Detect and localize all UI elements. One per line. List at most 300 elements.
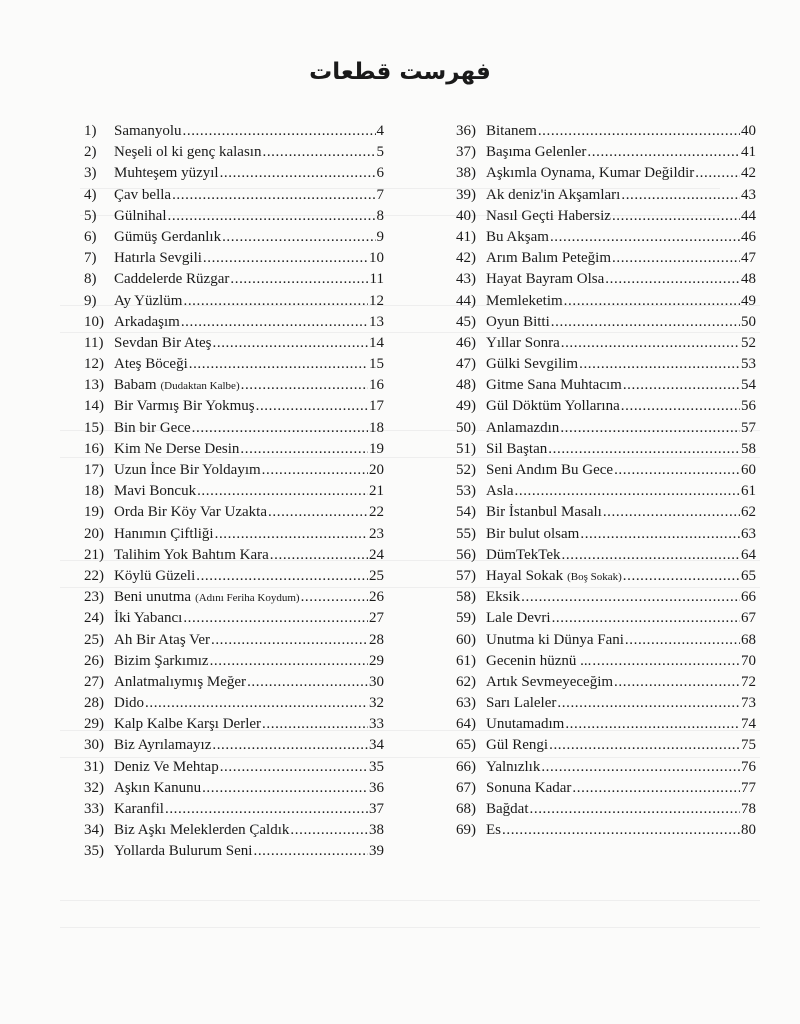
toc-entry-title: Sonuna Kadar: [486, 779, 572, 796]
toc-entry-number: 34): [84, 822, 104, 839]
toc-entry-page: 20: [369, 462, 384, 478]
toc-entry-title: Beni unutma: [114, 589, 192, 606]
dot-leader: [614, 672, 740, 693]
toc-entry-page: 47: [741, 250, 756, 267]
toc-entry-title: Bağdat: [486, 801, 529, 817]
toc-entry-number: 30): [84, 737, 104, 754]
dot-leader: [210, 651, 368, 672]
toc-entry: [456, 630, 756, 651]
toc-entry: [456, 672, 756, 693]
toc-entry-title: Biz Ayrılamayız: [114, 737, 212, 754]
toc-entry-number: 60): [456, 631, 476, 648]
toc-entry-title: Arım Balım Peteğim: [486, 250, 611, 267]
toc-entry-number: 62): [456, 673, 476, 690]
toc-entry-page: 39: [369, 843, 384, 860]
toc-entry-page: 13: [369, 313, 384, 330]
toc-entry-title: Uzun İnce Bir Yoldayım: [114, 462, 261, 478]
toc-entry-page: 21: [369, 483, 384, 500]
dot-leader: [220, 757, 368, 778]
toc-entry-number: 45): [456, 313, 476, 330]
toc-entry-title: Sil Baştan: [486, 440, 548, 457]
toc-entry-page: 8: [376, 207, 384, 224]
toc-entry-page: 48: [741, 271, 756, 288]
toc-entry-title: Artık Sevmeyeceğim: [486, 673, 614, 690]
toc-entry: [84, 714, 384, 735]
toc-entry-number: 8): [84, 271, 97, 288]
toc-entry: [456, 820, 756, 841]
dot-leader: [521, 587, 740, 608]
toc-entry-number: 58): [456, 589, 476, 606]
toc-entry-number: 6): [84, 228, 97, 245]
toc-entry-number: 54): [456, 504, 476, 521]
toc-entry-title: Memleketim: [486, 292, 563, 309]
toc-entry-title: Seni Andım Bu Gece: [486, 462, 614, 478]
toc-entry-number: 64): [456, 716, 476, 733]
toc-entry-title: Asla: [486, 483, 514, 500]
toc-entry-title: Sarı Laleler: [486, 695, 557, 712]
toc-entry-title: Yollarda Bulurum Seni: [114, 843, 253, 860]
toc-entry-title: Lale Devri: [486, 610, 551, 627]
toc-entry-title: Başıma Gelenler: [486, 144, 587, 161]
toc-entry-number: 69): [456, 822, 476, 839]
toc-entry-number: 49): [456, 398, 476, 415]
toc-entry: [84, 121, 384, 142]
dot-leader: [268, 502, 368, 523]
toc-entry: [456, 545, 756, 566]
toc-left-column: [84, 121, 384, 863]
toc-entry: [456, 799, 756, 820]
dot-leader: [552, 608, 740, 629]
toc-entry-page: 53: [741, 356, 756, 373]
toc-entry: [84, 778, 384, 799]
toc-entry-title: Gül Rengi: [486, 737, 549, 754]
toc-entry-page: 78: [741, 801, 756, 817]
toc-entry-title: Talihim Yok Bahtım Kara: [114, 546, 269, 563]
toc-entry-number: 38): [456, 165, 476, 182]
toc-entry-number: 47): [456, 356, 476, 373]
toc-entry-page: 24: [369, 546, 384, 563]
toc-entry-number: 41): [456, 228, 476, 245]
dot-leader: [240, 439, 368, 460]
toc-entry-page: 12: [369, 292, 384, 309]
dot-leader: [625, 630, 740, 651]
toc-entry-title: Oyun Bitti: [486, 313, 550, 330]
toc-entry-title: Gülnihal: [114, 207, 167, 224]
dot-leader: [230, 269, 368, 290]
dot-leader: [612, 248, 740, 269]
toc-entry: [456, 587, 756, 608]
toc-entry-number: 24): [84, 610, 104, 627]
toc-entry-number: 57): [456, 567, 476, 584]
toc-entry-title: Aşkımla Oynama, Kumar Değildir: [486, 165, 695, 182]
toc-entry-number: 19): [84, 504, 104, 521]
toc-entry: [84, 820, 384, 841]
toc-entry-number: 3): [84, 165, 97, 182]
toc-entry-page: 6: [376, 165, 384, 182]
toc-entry-page: 19: [369, 440, 384, 457]
toc-entry-title: Kim Ne Derse Desin: [114, 440, 240, 457]
dot-leader: [212, 735, 368, 756]
toc-entry-page: 75: [741, 737, 756, 754]
toc-entry-title: Gülki Sevgilim: [486, 356, 579, 373]
toc-entry-title: Neşeli ol ki genç kalasın: [114, 144, 262, 161]
toc-entry-title: Anlamazdın: [486, 419, 560, 436]
toc-entry-title: Ak deniz'in Akşamları: [486, 186, 621, 203]
toc-entry-title: Muhteşem yüzyıl: [114, 165, 219, 182]
toc-entry-page: 52: [741, 334, 756, 351]
toc-entry-number: 15): [84, 419, 104, 436]
dot-leader: [253, 841, 368, 862]
toc-entry: [456, 693, 756, 714]
toc-entry: [456, 206, 756, 227]
toc-entry-page: 32: [369, 695, 384, 712]
dot-leader: [623, 566, 740, 587]
toc-entry: [84, 651, 384, 672]
toc-entry-title: Samanyolu: [114, 123, 182, 139]
toc-entry: [84, 481, 384, 502]
toc-entry: [84, 735, 384, 756]
toc-entry-number: 27): [84, 673, 104, 690]
dot-leader: [145, 693, 368, 714]
dot-leader: [695, 163, 740, 184]
toc-entry: [456, 291, 756, 312]
toc-entry-page: 26: [369, 589, 384, 606]
toc-entry-page: 56: [741, 398, 756, 415]
toc-entry: [456, 481, 756, 502]
toc-entry-page: 62: [741, 504, 756, 521]
toc-entry-number: 61): [456, 652, 476, 669]
dot-leader: [561, 333, 740, 354]
toc-entry: [456, 396, 756, 417]
dot-leader: [197, 481, 368, 502]
toc-entry-page: 18: [369, 419, 384, 436]
dot-leader: [562, 545, 740, 566]
toc-entry: [84, 524, 384, 545]
toc-entry: [84, 587, 384, 608]
dot-leader: [592, 651, 740, 672]
toc-entry-number: 55): [456, 525, 476, 542]
toc-entry-page: 16: [369, 377, 384, 394]
toc-entry-number: 42): [456, 250, 476, 267]
toc-entry-number: 33): [84, 801, 104, 817]
toc-entry-title: Kalp Kalbe Karşı Derler: [114, 716, 262, 733]
toc-entry-page: 25: [369, 567, 384, 584]
dot-leader: [565, 714, 740, 735]
toc-entry: [84, 439, 384, 460]
toc-entry-page: 42: [741, 165, 756, 182]
toc-entry-number: 43): [456, 271, 476, 288]
toc-entry-page: 54: [741, 377, 756, 394]
toc-entry-number: 68): [456, 801, 476, 817]
toc-entry-title: Es: [486, 822, 501, 839]
toc-entry: [84, 418, 384, 439]
dot-leader: [603, 502, 740, 523]
dot-leader: [247, 672, 368, 693]
dot-leader: [541, 757, 740, 778]
toc-entry-title: Deniz Ve Mehtap: [114, 758, 219, 775]
toc-entry-page: 23: [369, 525, 384, 542]
toc-entry-note: (Boş Sokak): [567, 570, 622, 583]
toc-entry-number: 23): [84, 589, 104, 606]
toc-entry-title: Gitme Sana Muhtacım: [486, 377, 622, 394]
dot-leader: [549, 735, 740, 756]
toc-entry: [456, 778, 756, 799]
toc-entry-title: Babam: [114, 377, 157, 394]
toc-entry: [456, 651, 756, 672]
toc-entry-title: İki Yabancı: [114, 610, 183, 627]
dot-leader: [530, 799, 741, 820]
toc-entry-title: Ah Bir Ataş Ver: [114, 631, 210, 648]
toc-entry-title: Yalnızlık: [486, 758, 541, 775]
toc-entry-title: Bir bulut olsam: [486, 525, 580, 542]
toc-entry-number: 20): [84, 525, 104, 542]
toc-entry-title: Arkadaşım: [114, 313, 180, 330]
dot-leader: [202, 778, 368, 799]
dot-leader: [189, 354, 368, 375]
toc-entry-page: 11: [369, 271, 384, 288]
dot-leader: [172, 185, 375, 206]
dot-leader: [621, 185, 740, 206]
dot-leader: [181, 312, 368, 333]
dot-leader: [623, 375, 740, 396]
toc-entry-number: 17): [84, 462, 104, 478]
toc-entry-number: 39): [456, 186, 476, 203]
dot-leader: [213, 333, 369, 354]
toc-entry: [84, 396, 384, 417]
toc-entry-note: (Dudaktan Kalbe): [160, 380, 240, 393]
dot-leader: [215, 524, 368, 545]
dot-leader: [621, 396, 740, 417]
toc-entry: [84, 206, 384, 227]
toc-entry-title: Hayal Sokak: [486, 567, 564, 584]
toc-entry-page: 4: [376, 123, 384, 139]
toc-entry-page: 70: [741, 652, 756, 669]
toc-entry-title: Aşkın Kanunu: [114, 779, 202, 796]
toc-entry-number: 21): [84, 546, 104, 563]
toc-entry: [84, 354, 384, 375]
toc-entry-page: 63: [741, 525, 756, 542]
dot-leader: [502, 820, 740, 841]
dot-leader: [211, 630, 368, 651]
toc-entry-page: 67: [741, 610, 756, 627]
toc-entry-title: Caddelerde Rüzgar: [114, 271, 230, 288]
toc-entry-number: 18): [84, 483, 104, 500]
toc-entry-title: Hatırla Sevgili: [114, 250, 202, 267]
toc-entry: [456, 524, 756, 545]
toc-entry-title: Dido: [114, 695, 144, 712]
toc-entry-title: Nasıl Geçti Habersiz: [486, 207, 611, 224]
toc-entry: [84, 502, 384, 523]
toc-entry-title: Köylü Güzeli: [114, 567, 196, 584]
toc-entry: [84, 269, 384, 290]
dot-leader: [605, 269, 740, 290]
toc-entry-number: 48): [456, 377, 476, 394]
toc-entry-page: 57: [741, 419, 756, 436]
toc-entry-number: 46): [456, 334, 476, 351]
toc-entry-page: 44: [741, 207, 756, 224]
toc-entry-page: 34: [369, 737, 384, 754]
toc-entry-page: 65: [741, 567, 756, 584]
toc-entry-title: Bir Varmış Bir Yokmuş: [114, 398, 255, 415]
toc-entry-number: 63): [456, 695, 476, 712]
toc-entry-number: 11): [84, 334, 104, 351]
toc-entry: [84, 566, 384, 587]
dot-leader: [538, 121, 740, 142]
dot-leader: [220, 163, 376, 184]
toc-entry-number: 29): [84, 716, 104, 733]
dot-leader: [560, 418, 740, 439]
toc-entry-number: 14): [84, 398, 104, 415]
toc-entry: [84, 333, 384, 354]
toc-entry-number: 36): [456, 123, 476, 139]
bleed-through-staff: [60, 900, 760, 928]
toc-entry: [84, 545, 384, 566]
toc-entry-title: Gül Döktüm Yollarına: [486, 398, 620, 415]
toc-entry-page: 30: [369, 673, 384, 690]
toc-entry-title: Unutamadım: [486, 716, 565, 733]
dot-leader: [579, 354, 740, 375]
toc-entry-number: 44): [456, 292, 476, 309]
toc-entry-page: 66: [741, 589, 756, 606]
toc-entry: [84, 248, 384, 269]
toc-entry: [84, 227, 384, 248]
toc-entry: [456, 248, 756, 269]
toc-entry-page: 74: [741, 716, 756, 733]
toc-entry-title: Mavi Boncuk: [114, 483, 197, 500]
toc-entry-number: 1): [84, 123, 97, 139]
toc-entry: [84, 841, 384, 862]
dot-leader: [301, 587, 368, 608]
dot-leader: [256, 396, 368, 417]
toc-entry-number: 28): [84, 695, 104, 712]
toc-entry-page: 29: [369, 652, 384, 669]
toc-entry-title: Karanfil: [114, 801, 164, 817]
dot-leader: [548, 439, 740, 460]
toc-entry: [456, 269, 756, 290]
toc-entry: [84, 291, 384, 312]
toc-entry: [456, 227, 756, 248]
toc-entry: [456, 142, 756, 163]
toc-entry-title: Gecenin hüznü ...: [486, 652, 592, 669]
toc-entry-number: 52): [456, 462, 476, 478]
toc-entry-number: 66): [456, 758, 476, 775]
toc-entry-page: 76: [741, 758, 756, 775]
toc-entry-number: 35): [84, 843, 104, 860]
toc-entry: [84, 693, 384, 714]
toc-entry-page: 68: [741, 631, 756, 648]
toc-entry: [84, 163, 384, 184]
dot-leader: [183, 291, 368, 312]
dot-leader: [614, 460, 740, 481]
toc-entry: [456, 757, 756, 778]
toc-entry-page: 14: [369, 334, 384, 351]
toc-entry-page: 46: [741, 228, 756, 245]
toc-entry-title: Sevdan Bir Ateş: [114, 334, 212, 351]
dot-leader: [550, 227, 740, 248]
toc-entry-note: (Adını Feriha Koydum): [195, 592, 300, 605]
toc-entry: [84, 460, 384, 481]
toc-entry: [456, 333, 756, 354]
toc-entry-page: 41: [741, 144, 756, 161]
toc-entry: [456, 714, 756, 735]
toc-entry-page: 5: [376, 144, 384, 161]
toc-entry-number: 53): [456, 483, 476, 500]
toc-entry-page: 35: [369, 758, 384, 775]
toc-entry-page: 60: [741, 462, 756, 478]
toc-entry: [456, 375, 756, 396]
toc-entry-title: Hayat Bayram Olsa: [486, 271, 605, 288]
page-title: فهرست قطعات: [309, 59, 491, 86]
dot-leader: [587, 142, 740, 163]
toc-entry: [456, 460, 756, 481]
toc-entry-page: 61: [741, 483, 756, 500]
toc-entry-title: Bir İstanbul Masalı: [486, 504, 602, 521]
toc-entry-number: 51): [456, 440, 476, 457]
toc-entry-number: 16): [84, 440, 104, 457]
toc-entry-title: Ateş Böceği: [114, 356, 188, 373]
toc-entry-number: 56): [456, 546, 476, 563]
toc-entry-number: 2): [84, 144, 97, 161]
toc-entry-page: 43: [741, 186, 756, 203]
toc-entry: [456, 608, 756, 629]
toc-entry-title: Gümüş Gerdanlık: [114, 228, 222, 245]
dot-leader: [165, 799, 368, 820]
toc-entry-page: 64: [741, 546, 756, 563]
dot-leader: [564, 291, 740, 312]
toc-entry: [456, 418, 756, 439]
toc-entry-title: DümTekTek: [486, 546, 561, 563]
toc-entry-number: 12): [84, 356, 104, 373]
toc-entry-page: 73: [741, 695, 756, 712]
toc-entry: [456, 121, 756, 142]
toc-entry: [456, 502, 756, 523]
toc-entry-title: Bin bir Gece: [114, 419, 191, 436]
toc-entry-page: 50: [741, 313, 756, 330]
dot-leader: [168, 206, 376, 227]
toc-entry-page: 37: [369, 801, 384, 817]
dot-leader: [183, 608, 368, 629]
toc-entry-number: 31): [84, 758, 104, 775]
toc-entry: [84, 630, 384, 651]
toc-entry-page: 22: [369, 504, 384, 521]
toc-entry-page: 38: [369, 822, 384, 839]
toc-entry-page: 80: [741, 822, 756, 839]
toc-entry-page: 27: [369, 610, 384, 627]
dot-leader: [241, 375, 368, 396]
toc-entry-number: 4): [84, 186, 97, 203]
toc-entry-page: 7: [376, 186, 384, 203]
dot-leader: [203, 248, 368, 269]
toc-right-column: [456, 121, 756, 841]
toc-entry-page: 58: [741, 440, 756, 457]
toc-entry-page: 49: [741, 292, 756, 309]
toc-entry-title: Çav bella: [114, 186, 172, 203]
toc-entry-title: Ay Yüzlüm: [114, 292, 183, 309]
toc-entry-number: 65): [456, 737, 476, 754]
toc-entry: [84, 799, 384, 820]
toc-entry-title: Hanımın Çiftliği: [114, 525, 214, 542]
dot-leader: [183, 121, 376, 142]
toc-entry-title: Bizim Şarkımız: [114, 652, 209, 669]
toc-entry-number: 37): [456, 144, 476, 161]
toc-entry-title: Biz Aşkı Meleklerden Çaldık: [114, 822, 290, 839]
dot-leader: [196, 566, 368, 587]
toc-entry-title: Bu Akşam: [486, 228, 549, 245]
dot-leader: [222, 227, 375, 248]
toc-entry-number: 5): [84, 207, 97, 224]
toc-entry: [84, 672, 384, 693]
toc-entry-page: 77: [741, 779, 756, 796]
